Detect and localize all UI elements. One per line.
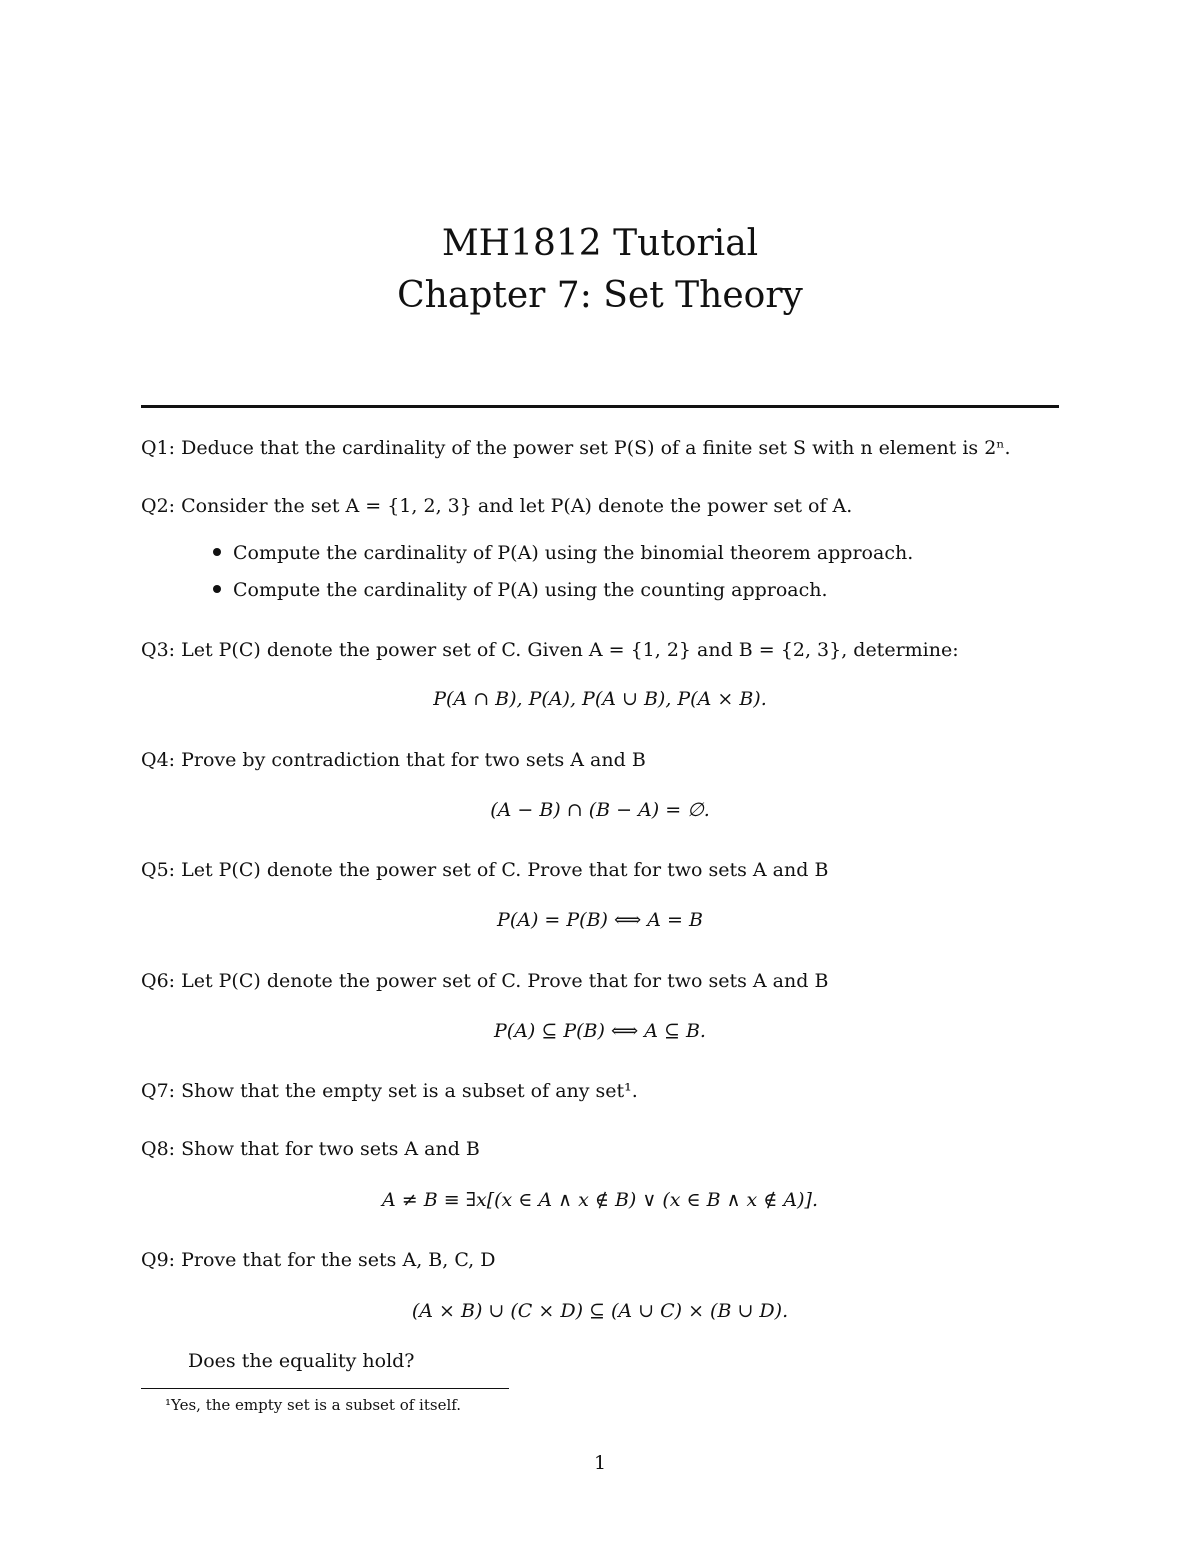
question-4-equation: (A − B) ∩ (B − A) = ∅. <box>490 799 710 821</box>
bullet-text: Compute the cardinality of P(A) using the counting approach. <box>233 579 828 601</box>
question-3-equation: P(A ∩ B), P(A), P(A ∪ B), P(A × B). <box>433 688 767 710</box>
question-9-followup: Does the equality hold? <box>188 1350 415 1372</box>
question-6: Q6: Let P(C) denote the power set of C. Prove that for two sets A and B <box>141 970 829 992</box>
page-title: MH1812 Tutorial <box>441 223 759 264</box>
question-2: Q2: Consider the set A = {1, 2, 3} and let P(A) denote the power set of A. <box>141 495 853 517</box>
question-2-bullet-2 <box>213 579 828 601</box>
page-subtitle: Chapter 7: Set Theory <box>397 275 803 316</box>
footnote: ¹Yes, the empty set is a subset of itself. <box>165 1396 462 1414</box>
page-number: 1 <box>593 1452 607 1474</box>
question-3: Q3: Let P(C) denote the power set of C. Given A = {1, 2} and B = {2, 3}, determine: <box>141 639 959 661</box>
question-1: Q1: Deduce that the cardinality of the power set P(S) of a finite set S with n element is 2ⁿ. <box>141 437 1011 459</box>
bullet-text: Compute the cardinality of P(A) using the binomial theorem approach. <box>233 542 914 564</box>
question-6-equation: P(A) ⊆ P(B) ⟺ A ⊆ B. <box>494 1020 706 1042</box>
footnote-divider <box>141 1388 509 1389</box>
question-5-equation: P(A) = P(B) ⟺ A = B <box>497 909 703 931</box>
title-divider <box>141 405 1059 408</box>
question-9-equation: (A × B) ∪ (C × D) ⊆ (A ∪ C) × (B ∪ D). <box>411 1300 789 1322</box>
question-8-equation: A ≠ B ≡ ∃x[(x ∈ A ∧ x ∉ B) ∨ (x ∈ B ∧ x ∉ A)]. <box>382 1189 818 1211</box>
bullet-icon <box>213 548 221 556</box>
bullet-icon <box>213 585 221 593</box>
question-9: Q9: Prove that for the sets A, B, C, D <box>141 1249 496 1271</box>
question-4: Q4: Prove by contradiction that for two sets A and B <box>141 749 646 771</box>
question-5: Q5: Let P(C) denote the power set of C. Prove that for two sets A and B <box>141 859 829 881</box>
question-8: Q8: Show that for two sets A and B <box>141 1138 480 1160</box>
question-2-bullet-1 <box>213 542 913 564</box>
question-7: Q7: Show that the empty set is a subset of any set¹. <box>141 1080 638 1102</box>
